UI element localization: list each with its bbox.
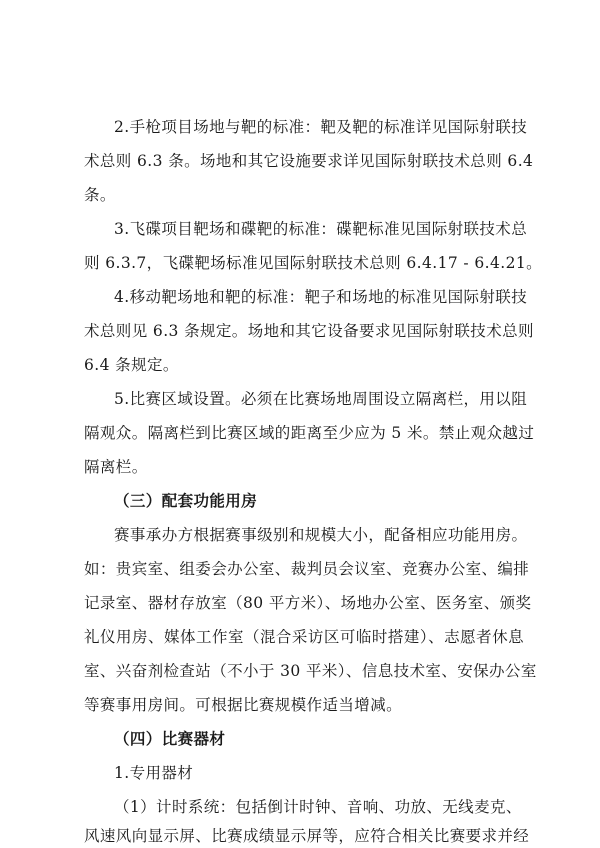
paragraph-line: （1）计时系统：包括倒计时钟、音响、功放、无线麦克、 <box>114 798 522 816</box>
section-heading: （三）配套功能用房 <box>114 491 258 510</box>
paragraph-line: 6.4 条规定。 <box>84 356 179 374</box>
paragraph-line: 术总则见 6.3 条规定。场地和其它设备要求见国际射联技术总则 <box>84 322 534 340</box>
paragraph-line: 3.飞碟项目靶场和碟靶的标准：碟靶标准见国际射联技术总 <box>114 220 528 238</box>
paragraph-line: 室、兴奋剂检查站（不小于 30 平米）、信息技术室、安保办公室 <box>84 662 537 680</box>
paragraph-line: 5.比赛区域设置。必须在比赛场地周围设立隔离栏，用以阻 <box>114 390 528 408</box>
paragraph-line: 术总则 6.3 条。场地和其它设施要求详见国际射联技术总则 6.4 <box>84 152 534 170</box>
subsection-heading: 1.专用器材 <box>114 764 194 782</box>
paragraph-line: 2.手枪项目场地与靶的标准：靶及靶的标准详见国际射联技 <box>114 118 528 136</box>
paragraph-line: 条。 <box>84 186 116 204</box>
paragraph-line: 风速风向显示屏、比赛成绩显示屏等，应符合相关比赛要求并经 <box>84 827 530 845</box>
paragraph-line: 记录室、器材存放室（80 平方米）、场地办公室、医务室、颁奖 <box>84 594 532 612</box>
paragraph-line: 如：贵宾室、组委会办公室、裁判员会议室、竞赛办公室、编排 <box>84 560 530 578</box>
paragraph-line: 隔离栏。 <box>84 458 148 476</box>
paragraph-line: 等赛事用房间。可根据比赛规模作适当增减。 <box>84 696 403 714</box>
paragraph-line: 赛事承办方根据赛事级别和规模大小，配备相应功能用房。 <box>114 526 528 544</box>
paragraph-line: 礼仪用房、媒体工作室（混合采访区可临时搭建）、志愿者休息 <box>84 628 524 646</box>
paragraph-line: 则 6.3.7，飞碟靶场标准见国际射联技术总则 6.4.17 - 6.4.21。 <box>84 254 542 272</box>
section-heading: （四）比赛器材 <box>114 729 226 748</box>
paragraph-line: 4.移动靶场地和靶的标准：靶子和场地的标准见国际射联技 <box>114 288 528 306</box>
paragraph-line: 隔观众。隔离栏到比赛区域的距离至少应为 5 米。禁止观众越过 <box>84 424 535 442</box>
